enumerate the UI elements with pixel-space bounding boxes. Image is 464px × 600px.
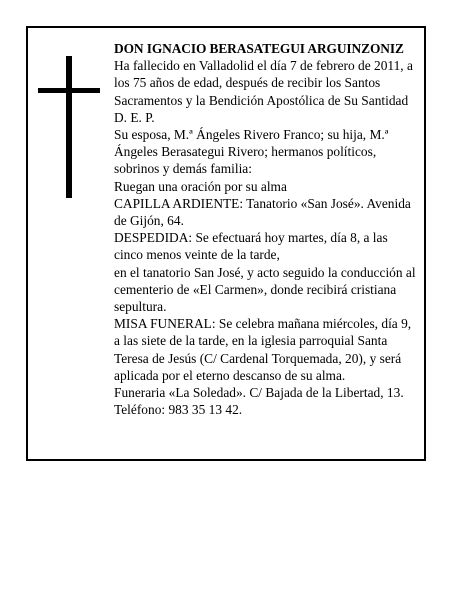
funeral-procession-paragraph: en el tanatorio San José, y acto seguido la conducción al cementerio de «El Carmen», donde recibirá cristiana sepultura. bbox=[114, 264, 416, 315]
prayer-request: Ruegan una oración por su alma bbox=[114, 178, 287, 194]
farewell-paragraph: DESPEDIDA: Se efectuará hoy martes, día 8, a las cinco menos veinte de la tarde, bbox=[114, 230, 388, 263]
phone-line: Teléfono: 983 35 13 42. bbox=[114, 402, 243, 418]
chapel-paragraph: CAPILLA ARDIENTE: Tanatorio «San José». Avenida de Gijón, 64. bbox=[114, 195, 411, 229]
notice-text-block bbox=[114, 40, 418, 418]
cross-vertical-bar bbox=[66, 56, 72, 198]
funeral-home-line: Funeraria «La Soledad». C/ Bajada de la Libertad, 13. bbox=[114, 385, 404, 401]
rip-text: D. E. P. bbox=[114, 109, 155, 125]
deceased-name: DON IGNACIO BERASATEGUI ARGUINZONIZ bbox=[114, 41, 404, 56]
cross-icon bbox=[38, 56, 100, 198]
funeral-mass-paragraph: MISA FUNERAL: Se celebra mañana miércoles, día 9, a las siete de la tarde, en la iglesia parroquial Santa Teresa de Jesús (C/ Cardenal Torquemada, 20), y será aplicada por el eterno descanso de su alma. bbox=[114, 316, 412, 383]
announcement-paragraph: Ha fallecido en Valladolid el día 7 de febrero de 2011, a los 75 años de edad, después de recibir los Santos Sacramentos y la Bendición Apostólica de Su Santidad bbox=[114, 58, 413, 108]
obituary-notice bbox=[26, 26, 426, 461]
cross-horizontal-bar bbox=[38, 88, 100, 93]
family-paragraph: Su esposa, M.ª Ángeles Rivero Franco; su hija, M.ª Ángeles Berasategui Rivero; hermanos políticos, sobrinos y demás familia: bbox=[114, 127, 389, 177]
